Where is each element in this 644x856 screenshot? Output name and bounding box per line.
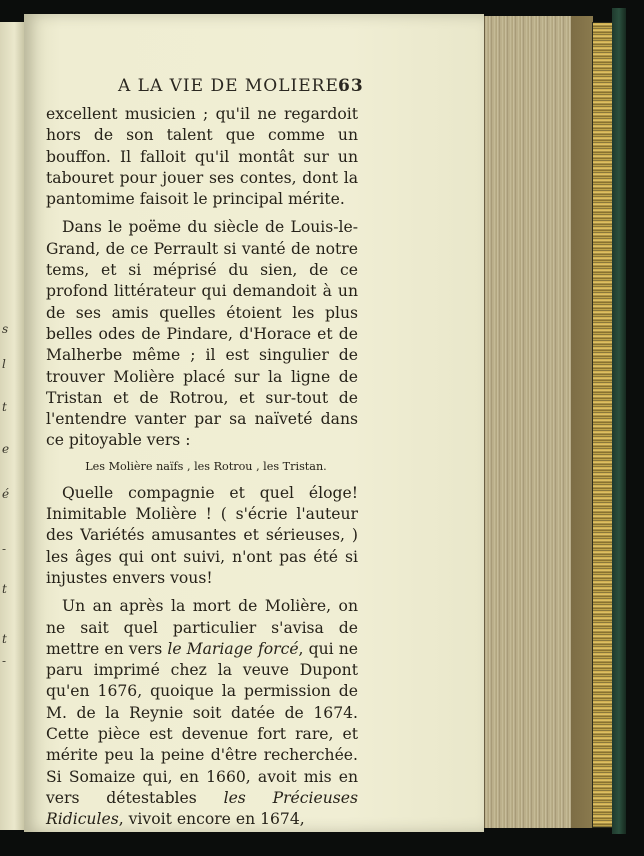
- facing-page-fragment: e: [2, 442, 10, 456]
- text-run: Quelle compagnie et quel éloge! Inimitable Molière ! ( s'écrie l'auteur des Variétés amusantes et sérieuses, ) les âges qui ont suivi, n'ont pas été si injustes envers vous!: [46, 483, 358, 587]
- page-block-edges: [484, 16, 593, 828]
- facing-page-fragment: s: [2, 322, 9, 336]
- paragraph: [46, 596, 358, 830]
- book-cover-edge: [612, 8, 626, 834]
- text-run: excellent musicien ; qu'il ne regardoit hors de son talent que comme un bouffon. Il falloit qu'il montât sur un tabouret pour jouer ses contes, dont la pantomime faisoit le principal mérite.: [46, 105, 358, 209]
- text-run: Les Molière naïfs , les Rotrou , les Tristan.: [85, 459, 327, 473]
- italic-title: le Mariage forcé: [167, 639, 299, 658]
- italic-title: les Précieuses Ridicules: [46, 788, 358, 829]
- text-run: , qui ne paru imprimé chez la veuve Dupont qu'en 1676, quoique la permission de M. de la Reynie soit datée de 1674. Cette pièce est devenue fort rare, et mérite peu la peine d'être recherchée. Si Somaize qui, en 1660, avoit mis en vers détestables: [46, 639, 359, 807]
- facing-page-fragment: t: [2, 582, 7, 596]
- facing-page-edge: [0, 22, 25, 830]
- body-text: [46, 104, 358, 838]
- facing-page-fragment: é: [2, 487, 10, 501]
- running-header: [24, 76, 484, 102]
- paragraph: [46, 104, 358, 210]
- facing-page-fragment: t: [2, 400, 7, 414]
- text-run: Dans le poëme du siècle de Louis-le-Grand, de ce Perrault si vanté de notre tems, et si méprisé du sien, de ce profond littérateur qui demandoit à un de ses amis quelles étoient les plus belles odes de Pindare, d'Horace et de Malherbe même ; il est singulier de trouver Molière placé sur la ligne de Tristan et de Rotrou, et sur-tout de l'entendre vanter par sa naïveté dans ce pitoyable vers :: [46, 218, 358, 450]
- facing-page-fragment: t: [2, 632, 7, 646]
- facing-page-fragment: l: [2, 357, 6, 371]
- verse-quote: [46, 459, 358, 475]
- running-title: A LA VIE DE MOLIERE.: [118, 76, 346, 96]
- facing-page-fragment: -: [2, 542, 7, 556]
- paragraph: [46, 483, 358, 589]
- text-run: Un an après la mort de Molière, on ne sait quel particulier s'avisa de mettre en vers: [46, 597, 358, 658]
- facing-page-fragment: -: [2, 654, 7, 668]
- page-number: 63: [338, 76, 364, 96]
- paragraph: [46, 217, 358, 451]
- text-run: , vivoit encore en 1674,: [118, 810, 305, 829]
